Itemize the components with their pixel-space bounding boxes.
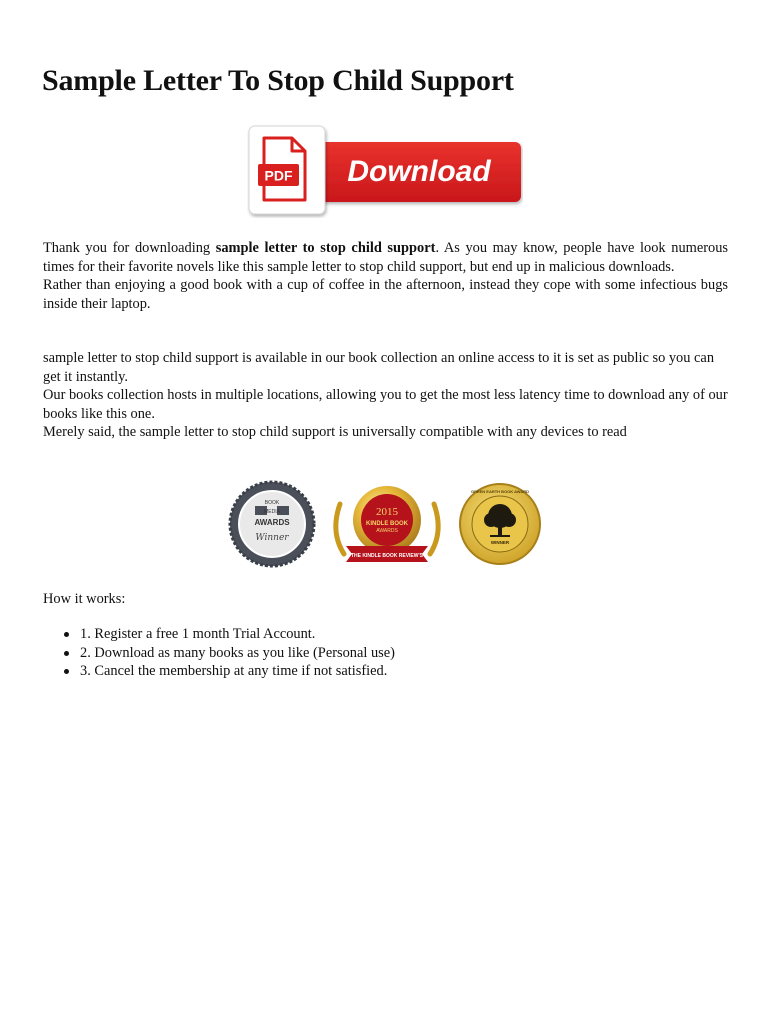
download-label: Download <box>347 155 491 188</box>
detail-line: Our books collection hosts in multiple locations, allowing you to get the most less latency time to download any of our books like this one. <box>43 387 728 422</box>
intro-paragraph <box>43 239 728 313</box>
green-earth-award-seal <box>460 484 540 564</box>
svg-text:GREEN EARTH BOOK AWARD: GREEN EARTH BOOK AWARD <box>470 489 530 494</box>
intro-keyword: sample letter to stop child support <box>215 240 436 256</box>
svg-text:Winner: Winner <box>255 533 289 543</box>
list-item: 1. Register a free 1 month Trial Account. <box>64 625 395 644</box>
steps-list <box>64 625 395 681</box>
pdf-label: PDF <box>264 167 293 184</box>
pdf-file-icon <box>249 126 325 214</box>
bullet-icon <box>64 651 69 656</box>
svg-text:2015: 2015 <box>376 506 398 518</box>
book-media-award-seal <box>230 482 314 566</box>
page-title: Sample Letter To Stop Child Support <box>42 64 514 97</box>
list-item: 3. Cancel the membership at any time if not satisfied. <box>64 662 395 681</box>
svg-text:MEDIA: MEDIA <box>264 509 280 515</box>
intro-rest: . As you may know, people have look numerous times for their favorite novels like this sample letter to stop child support, but end up in malicious downloads. <box>43 240 728 275</box>
svg-text:AWARDS: AWARDS <box>254 518 290 527</box>
intro-second: Rather than enjoying a good book with a cup of coffee in the afternoon, instead they cope with some infectious bugs inside their laptop. <box>43 277 728 312</box>
svg-text:KINDLE BOOK: KINDLE BOOK <box>366 521 408 527</box>
intro-lead: Thank you for downloading <box>43 240 211 256</box>
detail-line: Merely said, the sample letter to stop child support is universally compatible with any devices to read <box>43 424 627 441</box>
kindle-book-award-medal <box>336 486 438 562</box>
svg-text:AWARDS: AWARDS <box>376 528 398 534</box>
svg-text:THE KINDLE BOOK REVIEW'S: THE KINDLE BOOK REVIEW'S <box>350 553 424 559</box>
download-button[interactable] <box>247 124 523 218</box>
bullet-icon <box>64 669 69 674</box>
detail-line: sample letter to stop child support is available in our book collection an online access to it is set as public so you can get it instantly. <box>43 350 715 385</box>
svg-text:BOOK: BOOK <box>264 500 280 506</box>
bullet-icon <box>64 632 69 637</box>
how-it-works-heading: How it works: <box>43 591 126 607</box>
award-badges <box>228 480 546 570</box>
svg-text:WINNER: WINNER <box>490 540 510 545</box>
list-item: 2. Download as many books as you like (Personal use) <box>64 644 395 663</box>
details-paragraph <box>43 349 728 442</box>
